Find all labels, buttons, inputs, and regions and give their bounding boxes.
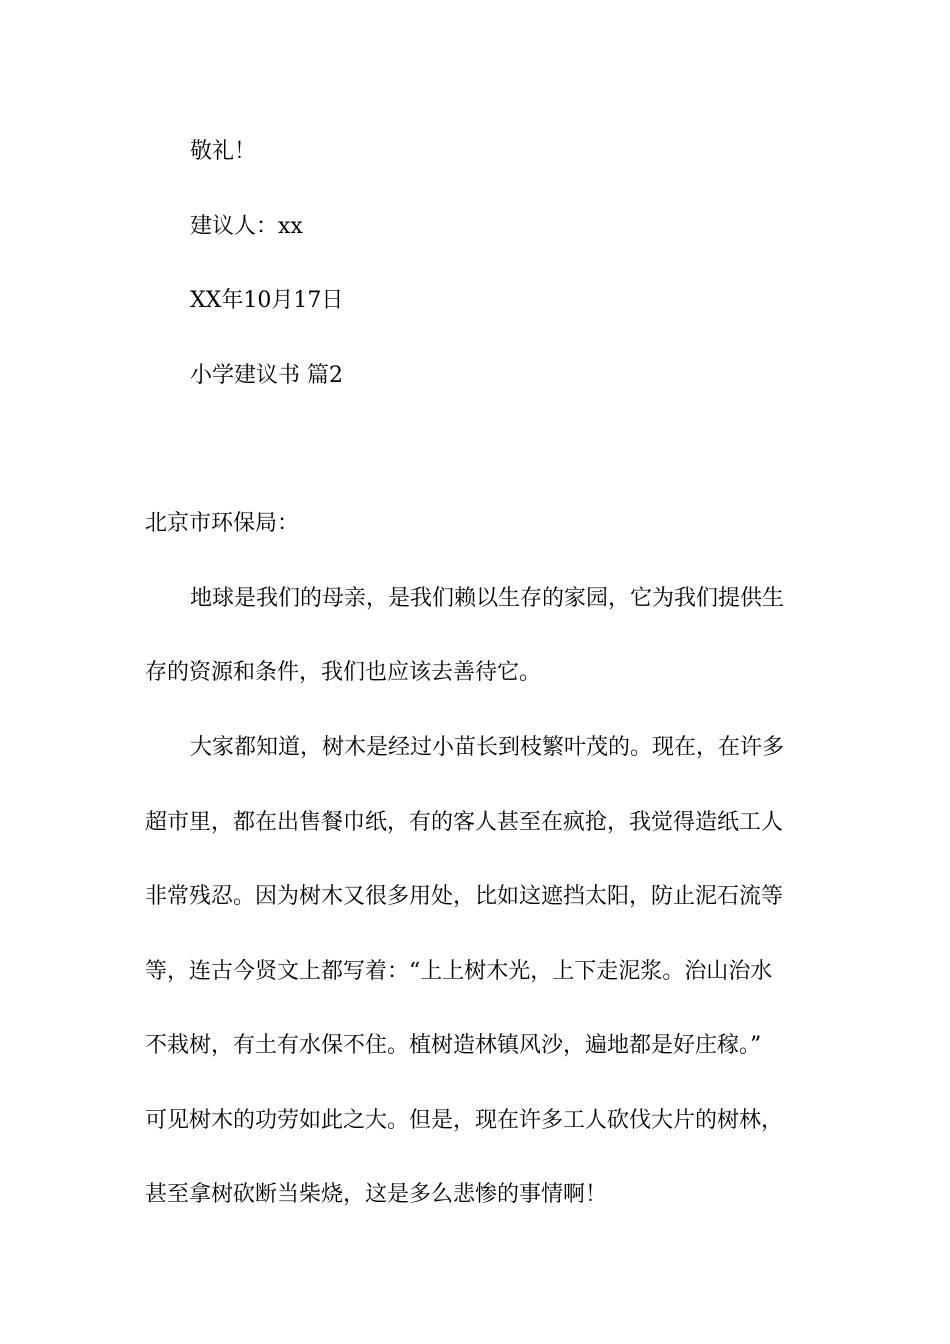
date-line: XX年10月17日 — [190, 288, 344, 313]
salute-line: 敬礼！ — [190, 139, 257, 164]
paragraph-line: 等，连古今贤文上都写着：“上上树木光，上下走泥浆。治山治水 — [145, 959, 773, 984]
paragraph-line: 可见树木的功劳如此之大。但是，现在许多工人砍伐大片的树林， — [145, 1108, 784, 1133]
paragraph-line: 存的资源和条件，我们也应该去善待它。 — [145, 660, 542, 685]
paragraph-line: 超市里，都在出售餐巾纸，有的客人甚至在疯抢，我觉得造纸工人 — [145, 810, 784, 835]
paragraph-line: 不栽树，有土有水保不住。植树造林镇风沙，遍地都是好庄稼。” — [145, 1033, 762, 1058]
paragraph-line: 甚至拿树砍断当柴烧，这是多么悲惨的事情啊！ — [145, 1182, 608, 1207]
section-title: 小学建议书 篇2 — [190, 363, 343, 388]
proposer-line: 建议人：xx — [190, 214, 303, 239]
paragraph-line: 非常残忍。因为树木又很多用处，比如这遮挡太阳，防止泥石流等 — [145, 884, 784, 909]
paragraph-line: 大家都知道，树木是经过小苗长到枝繁叶茂的。现在，在许多 — [190, 735, 785, 760]
paragraph-line: 地球是我们的母亲，是我们赖以生存的家园，它为我们提供生 — [190, 586, 785, 611]
addressee-line: 北京市环保局： — [145, 511, 300, 536]
